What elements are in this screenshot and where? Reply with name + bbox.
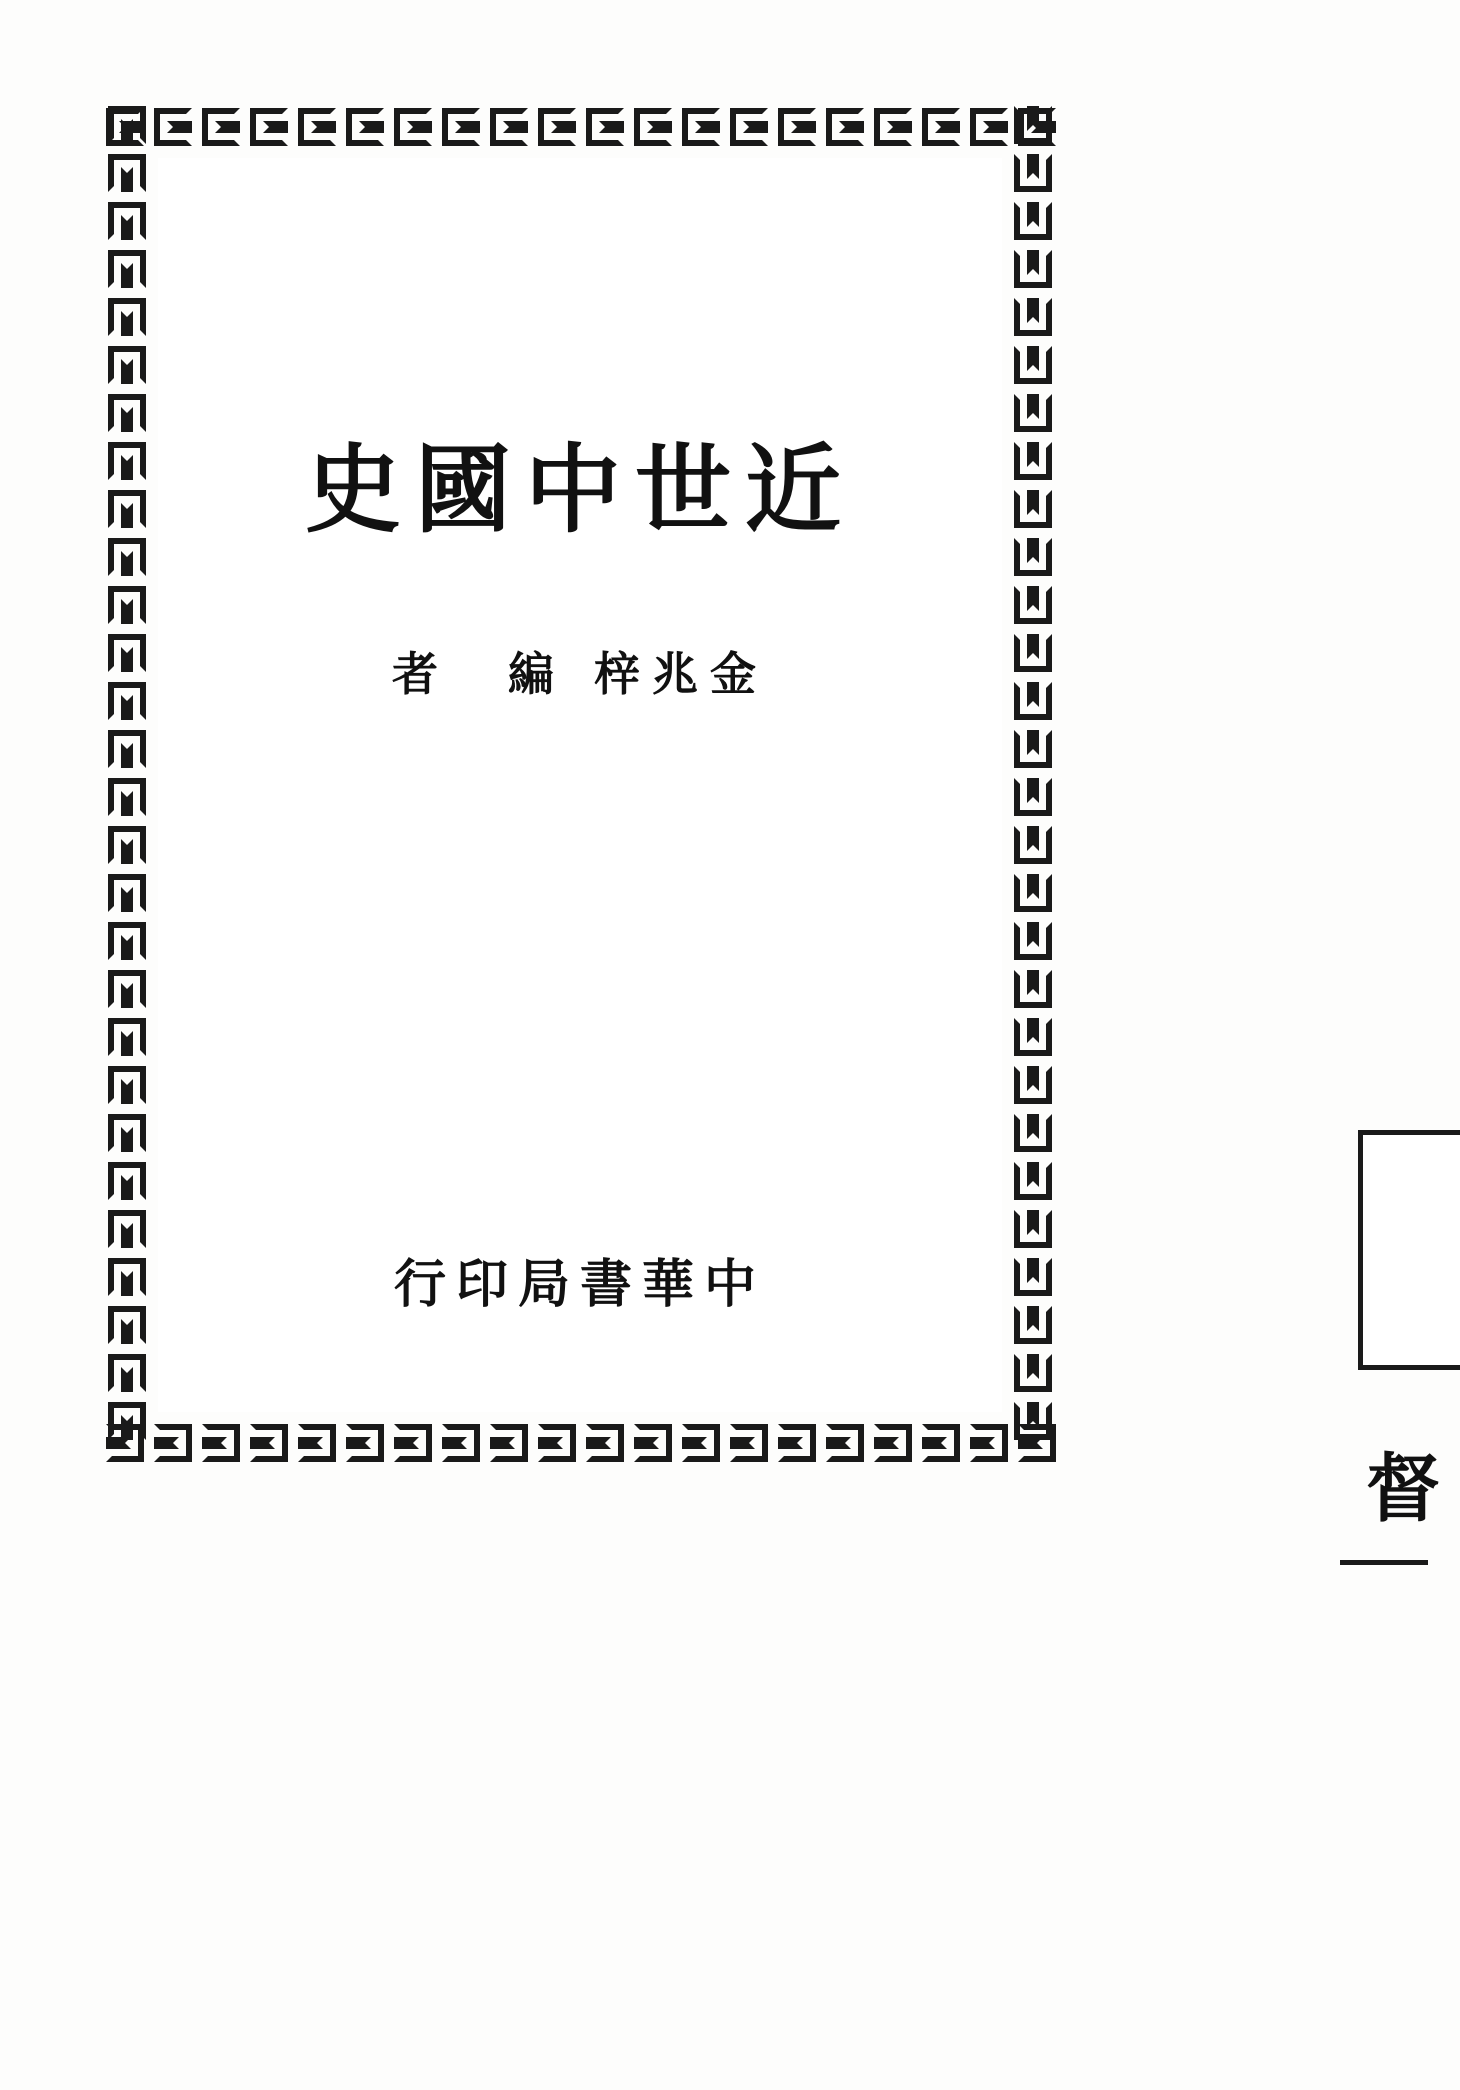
border-key-tile (874, 108, 912, 146)
border-key-tile (970, 108, 1008, 146)
border-key-tile (394, 1424, 432, 1462)
border-key-tile (730, 108, 768, 146)
border-key-tile (1014, 970, 1052, 1008)
border-key-tile (442, 108, 480, 146)
border-key-tile (108, 1114, 146, 1152)
border-key-tile (154, 1424, 192, 1462)
border-key-tile (108, 1354, 146, 1392)
border-key-tile (108, 490, 146, 528)
border-key-tile (1014, 874, 1052, 912)
border-key-tile (250, 108, 288, 146)
author-label: 編 者 (392, 647, 566, 701)
border-key-tile (1014, 250, 1052, 288)
border-key-tile (1014, 730, 1052, 768)
border-key-tile (1014, 490, 1052, 528)
border-key-tile (874, 1424, 912, 1462)
border-key-tile (108, 154, 146, 192)
border-key-tile (108, 586, 146, 624)
border-key-tile (1014, 394, 1052, 432)
border-key-tile (1014, 154, 1052, 192)
border-key-tile (108, 970, 146, 1008)
border-key-tile (108, 250, 146, 288)
border-key-tile (922, 108, 960, 146)
border-key-tile (202, 108, 240, 146)
border-key-tile (250, 1424, 288, 1462)
border-key-tile (108, 1402, 146, 1440)
border-key-tile (970, 1424, 1008, 1462)
border-key-tile (1014, 346, 1052, 384)
border-key-tile (108, 346, 146, 384)
border-key-tile (1014, 634, 1052, 672)
page-title: 近世中國史 (305, 434, 855, 546)
border-key-tile (108, 298, 146, 336)
border-key-tile (1014, 1210, 1052, 1248)
border-key-tile (682, 1424, 720, 1462)
border-key-tile (108, 394, 146, 432)
border-key-tile (298, 1424, 336, 1462)
edge-note-box (1358, 1130, 1460, 1370)
border-key-tile (108, 922, 146, 960)
border-key-tile (108, 1018, 146, 1056)
border-key-tile (490, 108, 528, 146)
border-key-tile (1014, 106, 1052, 144)
border-key-tile (586, 1424, 624, 1462)
border-key-tile (682, 108, 720, 146)
author-byline (158, 638, 1002, 704)
border-key-tile (346, 1424, 384, 1462)
border-key-tile (1014, 1114, 1052, 1152)
border-key-tile (442, 1424, 480, 1462)
border-key-tile (108, 778, 146, 816)
edge-rule-line (1340, 1560, 1428, 1565)
border-key-tile (346, 108, 384, 146)
border-key-tile (108, 682, 146, 720)
border-key-tile (1014, 1306, 1052, 1344)
border-key-tile (1014, 1066, 1052, 1104)
border-key-tile (1014, 1162, 1052, 1200)
border-key-tile (730, 1424, 768, 1462)
border-key-tile (108, 1162, 146, 1200)
border-key-tile (1014, 202, 1052, 240)
border-key-tile (1014, 298, 1052, 336)
border-key-tile (108, 826, 146, 864)
border-key-tile (108, 442, 146, 480)
inner-page-field (158, 158, 1002, 1412)
border-key-tile (202, 1424, 240, 1462)
border-key-tile (1014, 1018, 1052, 1056)
border-key-tile (108, 202, 146, 240)
border-key-tile (298, 108, 336, 146)
border-key-tile (154, 108, 192, 146)
border-key-tile (826, 1424, 864, 1462)
border-key-tile (634, 108, 672, 146)
border-key-tile (1014, 1258, 1052, 1296)
border-key-tile (922, 1424, 960, 1462)
decorative-border-frame (100, 100, 1060, 1470)
border-key-tile (1014, 682, 1052, 720)
border-key-tile (1014, 1402, 1052, 1440)
adjacent-page-fragment (1340, 1130, 1460, 1690)
publisher-imprint: 中華書局印行 (393, 1255, 766, 1315)
border-key-tile (108, 1066, 146, 1104)
border-key-tile (108, 538, 146, 576)
author-name: 金兆梓 (594, 647, 768, 701)
border-key-tile (1014, 922, 1052, 960)
border-key-tile (634, 1424, 672, 1462)
border-key-tile (778, 108, 816, 146)
border-key-tile (490, 1424, 528, 1462)
border-key-tile (1014, 538, 1052, 576)
border-key-tile (108, 634, 146, 672)
border-key-tile (108, 1306, 146, 1344)
border-key-tile (778, 1424, 816, 1462)
border-key-tile (108, 1258, 146, 1296)
border-key-tile (538, 1424, 576, 1462)
border-key-tile (108, 1210, 146, 1248)
border-key-tile (538, 108, 576, 146)
border-key-tile (1014, 826, 1052, 864)
border-key-tile (394, 108, 432, 146)
border-key-tile (1014, 1354, 1052, 1392)
border-key-tile (1014, 442, 1052, 480)
border-key-tile (826, 108, 864, 146)
edge-character: 督 (1366, 1446, 1440, 1532)
border-key-tile (1014, 586, 1052, 624)
border-key-tile (108, 874, 146, 912)
border-key-tile (108, 106, 146, 144)
border-key-tile (1014, 778, 1052, 816)
border-key-tile (108, 730, 146, 768)
border-key-tile (586, 108, 624, 146)
